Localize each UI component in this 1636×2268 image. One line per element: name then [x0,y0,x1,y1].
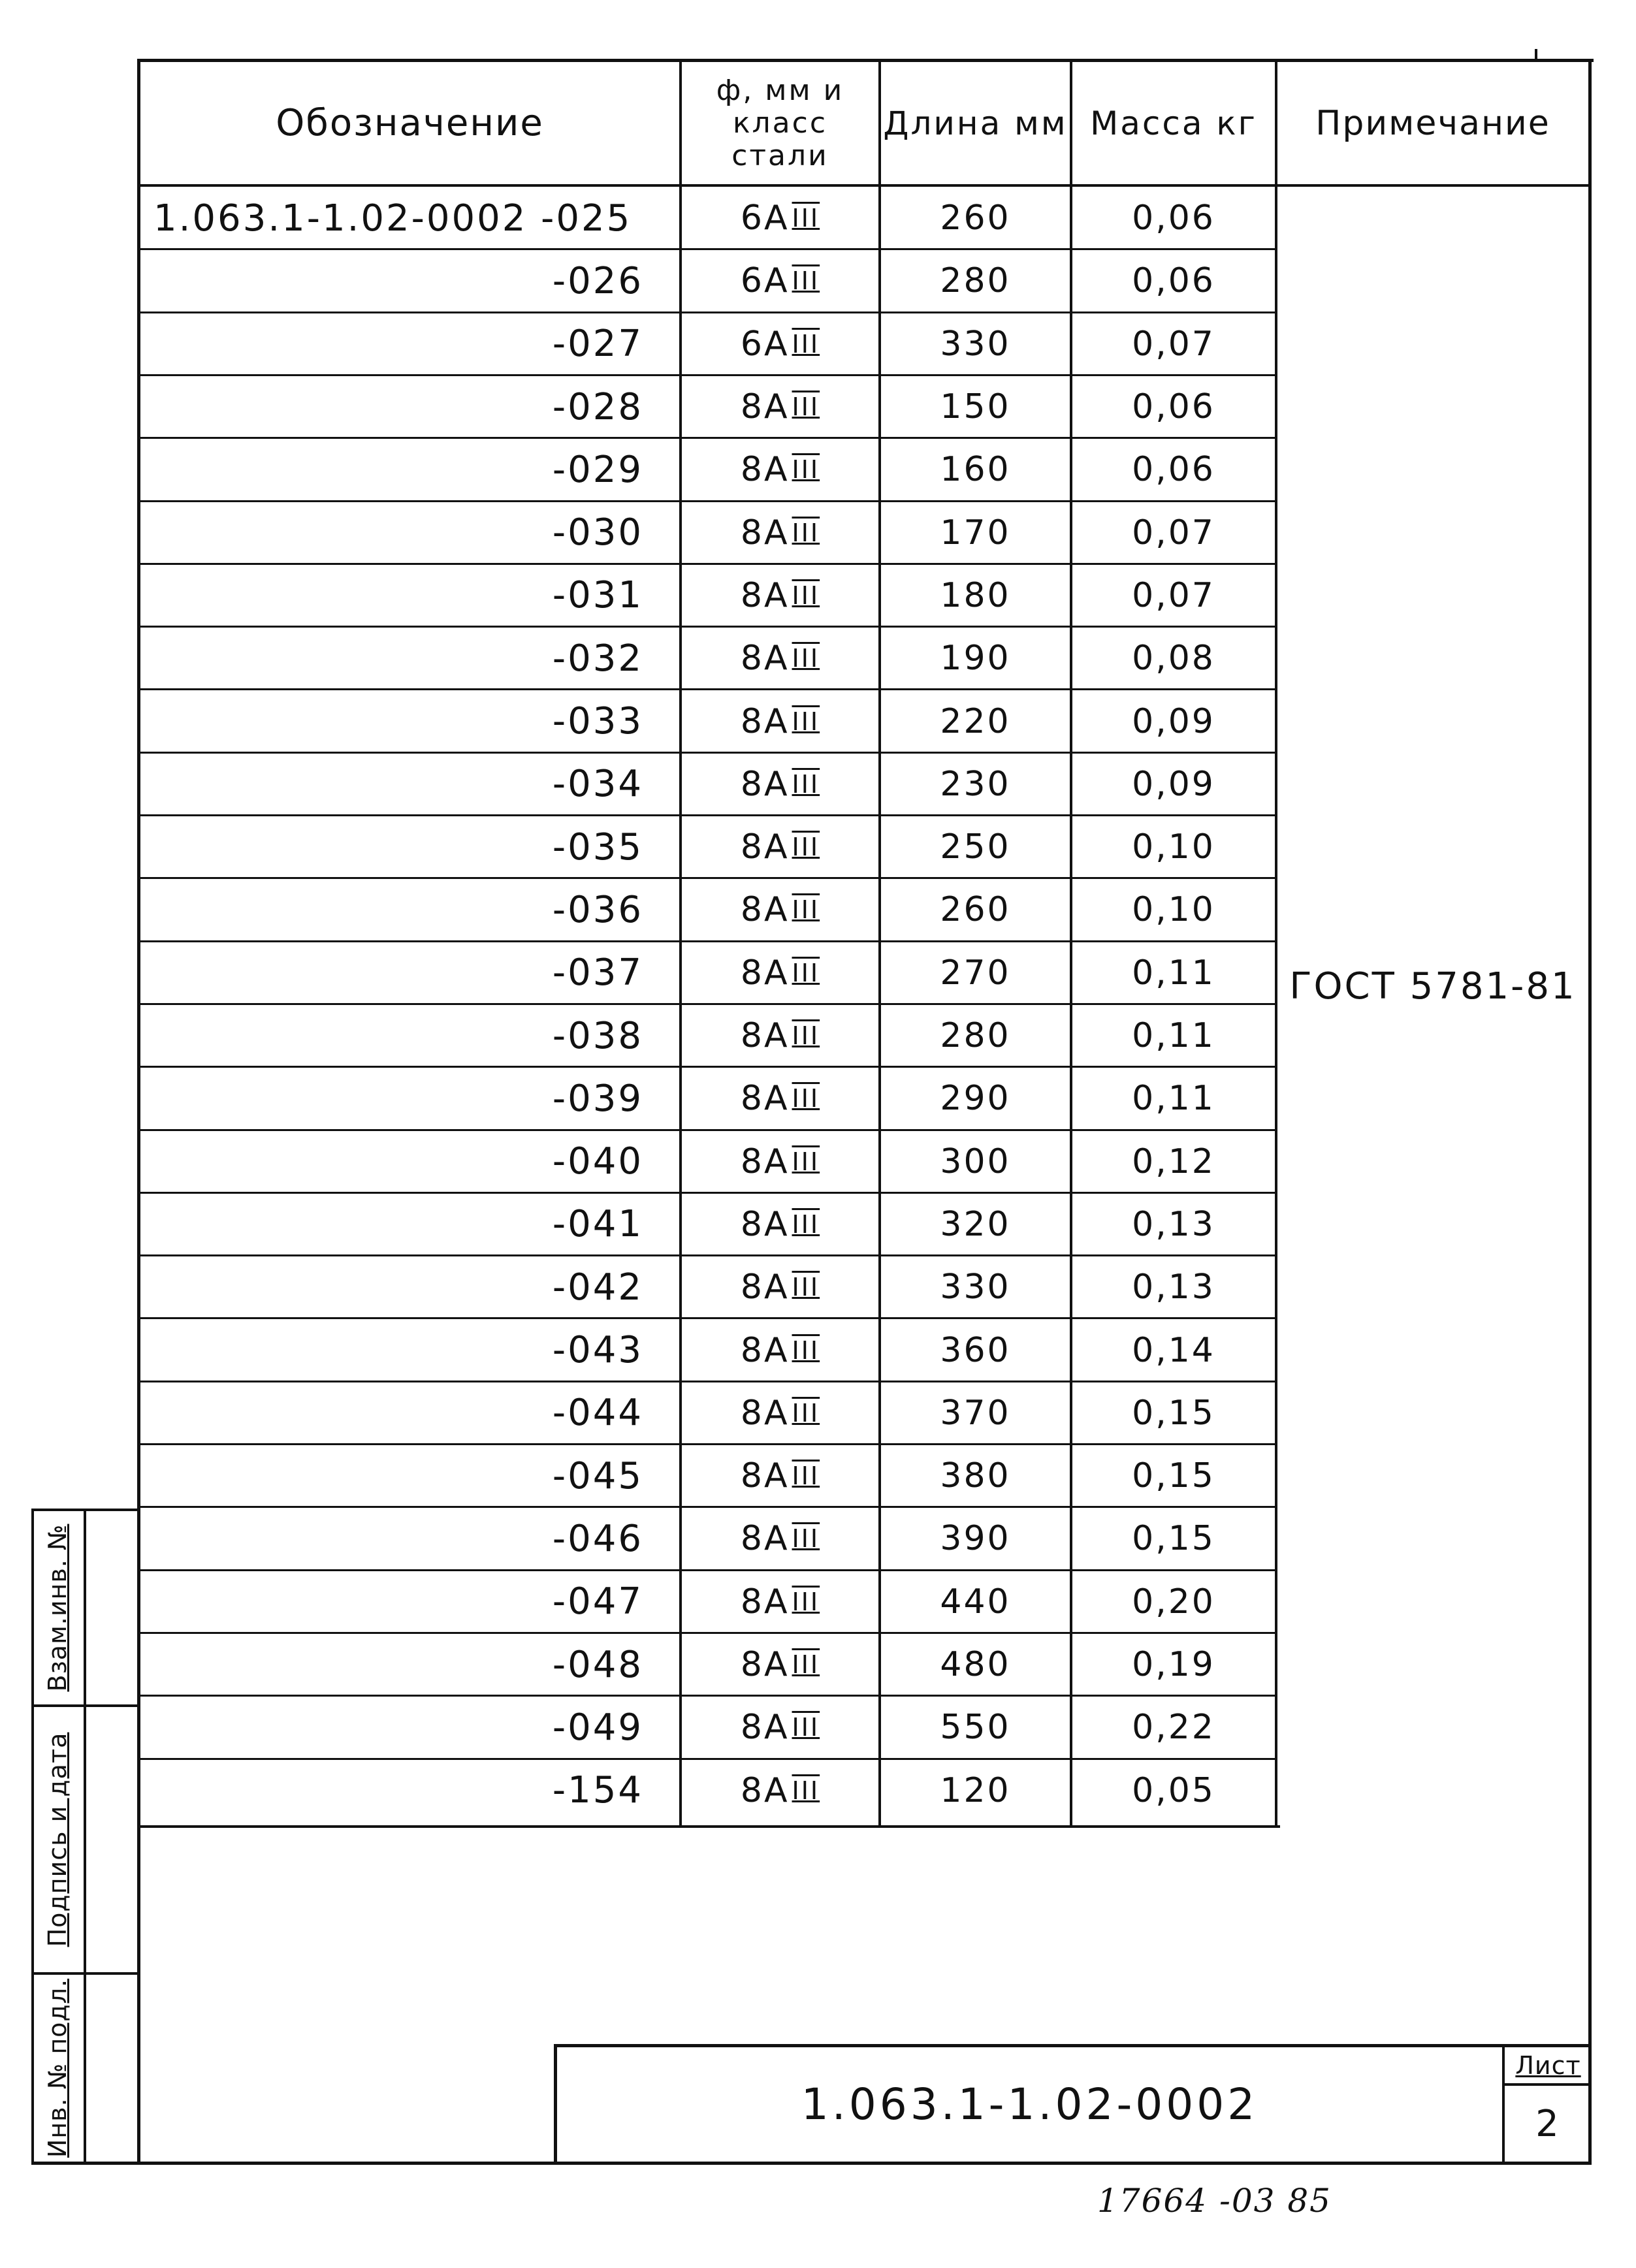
row-designation: -038 [552,1014,643,1057]
steel-class: III [792,1021,820,1051]
row-length: 280 [940,261,1011,301]
side-label-replace-inv: Взам.инв. № [43,1524,72,1692]
row-mass: 0,13 [1132,1204,1215,1244]
row-steel [682,564,878,627]
row-steel [682,1633,878,1696]
steel-diameter: 8A [740,1770,790,1810]
row-mass: 0,22 [1132,1708,1215,1748]
steel-class: III [792,1461,820,1491]
row-designation: -048 [552,1643,643,1686]
header-designation: Обозначение [276,102,544,144]
row-steel [682,1382,878,1445]
row-mass: 0,11 [1132,1016,1215,1056]
row-length: 320 [940,1204,1011,1244]
row-length: 550 [940,1708,1011,1748]
row-length: 370 [940,1393,1011,1433]
note-gost: ГОСТ 5781-81 [1289,965,1577,1008]
steel-diameter: 8A [740,1582,790,1621]
row-steel [682,1067,878,1130]
row-steel [682,1130,878,1193]
row-steel [682,187,878,249]
footer-handwritten-number: 17664 -03 85 [1097,2182,1332,2220]
row-length: 230 [940,764,1011,804]
header-diameter-steel: ф, мм и класс стали [716,73,844,172]
steel-diameter: 8A [740,1016,790,1056]
row-designation: -030 [552,511,643,554]
row-steel [682,816,878,878]
row-length: 160 [940,450,1011,490]
row-steel [682,690,878,752]
steel-diameter: 8A [740,450,790,490]
row-steel [682,1318,878,1381]
table-bottom [137,1825,1280,1828]
row-length: 280 [940,1016,1011,1056]
row-mass: 0,07 [1132,324,1215,364]
row-mass: 0,05 [1132,1770,1215,1810]
row-designation: -154 [552,1769,643,1812]
title-block-document-code: 1.063.1-1.02-0002 [801,2079,1259,2130]
steel-class: III [792,266,820,296]
steel-class: III [792,581,820,610]
row-mass: 0,11 [1132,953,1215,993]
row-designation: -045 [552,1454,643,1497]
header-note: Примечание [1315,103,1550,143]
steel-class: III [792,1524,820,1554]
row-length: 480 [940,1645,1011,1685]
steel-diameter: 8A [740,764,790,804]
steel-diameter: 8A [740,1708,790,1748]
row-length: 190 [940,639,1011,679]
row-steel [682,1571,878,1633]
steel-class: III [792,1147,820,1176]
row-mass: 0,10 [1132,827,1215,867]
row-mass: 0,20 [1132,1582,1215,1621]
side-stamp-col [84,1509,86,2165]
steel-diameter: 8A [740,1519,790,1559]
steel-class: III [792,1273,820,1302]
row-mass: 0,06 [1132,199,1215,238]
row-designation: -029 [552,448,643,491]
row-designation: -031 [552,574,643,617]
steel-class: III [792,1335,820,1365]
steel-class: III [792,1587,820,1616]
frame-right [1588,59,1592,2165]
row-length: 380 [940,1456,1011,1496]
row-steel [682,753,878,816]
steel-diameter: 8A [740,513,790,552]
steel-class: III [792,1398,820,1428]
row-mass: 0,06 [1132,450,1215,490]
row-length: 260 [940,890,1011,930]
row-steel [682,1193,878,1256]
top-right-tick [1535,49,1537,61]
row-mass: 0,15 [1132,1456,1215,1496]
steel-diameter: 8A [740,387,790,427]
row-length: 120 [940,1770,1011,1810]
row-mass: 0,12 [1132,1142,1215,1181]
row-designation: -042 [552,1266,643,1309]
row-designation: -034 [552,763,643,806]
row-designation: -046 [552,1517,643,1560]
row-steel [682,438,878,501]
row-designation: -039 [552,1077,643,1120]
header-mass: Масса кг [1090,104,1257,142]
row-length: 250 [940,827,1011,867]
row-length: 330 [940,324,1011,364]
steel-class: III [792,833,820,862]
row-designation: -041 [552,1203,643,1246]
row-steel [682,375,878,438]
row-mass: 0,15 [1132,1519,1215,1559]
row-designation: -036 [552,888,643,931]
row-steel [682,1696,878,1759]
steel-class: III [792,1650,820,1680]
steel-diameter: 8A [740,827,790,867]
steel-class: III [792,958,820,987]
row-designation: -033 [552,700,643,743]
side-stamp-left [31,1509,34,2165]
row-designation: 1.063.1-1.02-0002 -025 [153,197,632,240]
side-stamp-div2 [31,1972,139,1975]
steel-diameter: 8A [740,1645,790,1685]
col-line-4 [1275,59,1277,1828]
row-mass: 0,09 [1132,764,1215,804]
row-designation: -044 [552,1392,643,1435]
row-steel [682,502,878,564]
side-label-inv-original: Инв. № подл. [43,1978,72,2158]
row-designation: -032 [552,637,643,680]
steel-diameter: 8A [740,1456,790,1496]
steel-diameter: 6A [740,261,790,301]
row-mass: 0,09 [1132,701,1215,741]
row-mass: 0,06 [1132,387,1215,427]
steel-class: III [792,1209,820,1239]
steel-diameter: 8A [740,1393,790,1433]
row-designation: -027 [552,323,643,366]
steel-class: III [792,1776,820,1805]
row-mass: 0,08 [1132,639,1215,679]
row-length: 150 [940,387,1011,427]
row-length: 390 [940,1519,1011,1559]
row-length: 300 [940,1142,1011,1181]
row-length: 260 [940,199,1011,238]
row-length: 220 [940,701,1011,741]
title-block-sheet-number: 2 [1535,2102,1561,2145]
steel-class: III [792,895,820,925]
row-designation: -049 [552,1706,643,1749]
row-mass: 0,19 [1132,1645,1215,1685]
steel-diameter: 6A [740,324,790,364]
row-steel [682,627,878,690]
steel-class: III [792,329,820,359]
row-designation: -026 [552,259,643,302]
row-steel [682,249,878,312]
row-mass: 0,07 [1132,575,1215,615]
steel-class: III [792,204,820,233]
steel-class: III [792,1084,820,1113]
row-steel [682,1507,878,1570]
row-steel [682,313,878,375]
row-designation: -047 [552,1580,643,1623]
row-length: 330 [940,1268,1011,1307]
steel-diameter: 8A [740,701,790,741]
title-block-sheet-label: Лист [1515,2051,1581,2080]
steel-diameter: 8A [740,1142,790,1181]
steel-diameter: 8A [740,890,790,930]
row-designation: -040 [552,1140,643,1183]
row-steel [682,1256,878,1318]
side-label-signature-date: Подпись и дата [43,1732,72,1947]
steel-class: III [792,644,820,673]
steel-diameter: 8A [740,1330,790,1370]
steel-class: III [792,707,820,736]
row-designation: -028 [552,385,643,428]
steel-diameter: 8A [740,1079,790,1119]
row-length: 440 [940,1582,1011,1621]
steel-class: III [792,769,820,799]
steel-class: III [792,1713,820,1742]
steel-diameter: 8A [740,953,790,993]
steel-diameter: 8A [740,639,790,679]
row-steel [682,1759,878,1822]
row-length: 270 [940,953,1011,993]
row-length: 360 [940,1330,1011,1370]
steel-diameter: 6A [740,199,790,238]
steel-class: III [792,518,820,547]
row-mass: 0,07 [1132,513,1215,552]
row-mass: 0,06 [1132,261,1215,301]
row-mass: 0,14 [1132,1330,1215,1370]
frame-bottom [31,2162,1592,2165]
steel-diameter: 8A [740,575,790,615]
steel-class: III [792,392,820,422]
row-steel [682,878,878,941]
row-length: 170 [940,513,1011,552]
header-length: Длина мм [883,104,1068,142]
row-steel [682,1445,878,1507]
steel-diameter: 8A [740,1204,790,1244]
row-length: 180 [940,575,1011,615]
row-designation: -035 [552,825,643,869]
row-steel [682,942,878,1004]
row-designation: -037 [552,951,643,995]
steel-class: III [792,455,820,485]
row-length: 290 [940,1079,1011,1119]
row-mass: 0,11 [1132,1079,1215,1119]
steel-diameter: 8A [740,1268,790,1307]
row-mass: 0,15 [1132,1393,1215,1433]
row-designation: -043 [552,1329,643,1372]
row-mass: 0,10 [1132,890,1215,930]
row-steel [682,1004,878,1067]
row-mass: 0,13 [1132,1268,1215,1307]
